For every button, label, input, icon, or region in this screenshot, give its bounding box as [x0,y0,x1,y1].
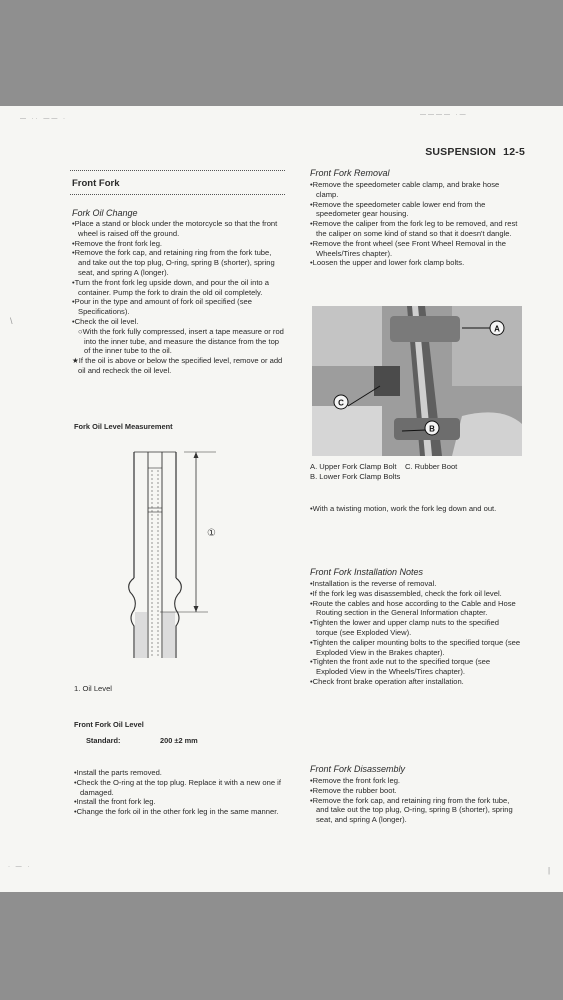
list-item: •Pour in the type and amount of fork oil specified (see Specifications). [72,297,252,317]
list-item: •Route the cables and hose according to the Cable and Hose Routing section in the General Information chapter. [310,598,516,618]
list-item: •Remove the caliper from the fork leg to be removed, and rest the caliper on some kind of stand so that it doesn't dangle. [310,219,518,238]
oil-change-steps [72,219,284,376]
list-item: •Remove the rubber boot. [310,785,397,795]
list-item: •Change the fork oil in the other fork leg in the same manner. [74,807,279,817]
removal-steps [310,180,522,268]
oil-level-spec-title: Front Fork Oil Level [74,720,144,729]
twist-step [310,504,522,514]
manual-page [0,106,563,892]
list-item: •Remove the speedometer cable lower end from the speedometer gear housing. [310,199,486,219]
fork-oil-level-diagram [104,442,232,666]
bottom-margin [0,892,563,1000]
oil-change-title: Fork Oil Change [72,208,138,218]
list-item: •Place a stand or block under the motorcycle so that the front wheel is raised off the ground. [72,219,278,238]
scan-specks: ———— ·— [420,112,468,118]
disassembly-title: Front Fork Disassembly [310,764,406,774]
callout-b: B [429,424,435,434]
list-item: •If the fork leg was disassembled, check the fork oil level. [310,588,502,598]
measurement-title: Fork Oil Level Measurement [74,422,173,431]
list-item: •Loosen the upper and lower fork clamp bolts. [310,258,465,268]
list-item: •Check front brake operation after installation. [310,676,464,686]
list-item: •Installation is the reverse of removal. [310,579,437,588]
scan-specks: | [548,866,553,875]
list-item: •Turn the front fork leg upside down, and pour the oil into a container. Pump the fork to drain the old oil completely. [72,277,269,297]
list-item: •Tighten the lower and upper clamp nuts to the specified torque (see Exploded View). [310,618,499,637]
front-fork-title: Front Fork [72,178,120,189]
list-item: •Remove the front wheel (see Front Wheel Removal in the Wheels/Tires chapter). [310,238,506,258]
installation-steps [310,579,522,687]
list-item: •Remove the fork cap, and retaining ring from the fork tube, and take out the top plug, O-ring, spring B (shorter), spring seat, and spring A (longer). [72,248,275,277]
divider-rule [70,194,285,195]
list-item: •Remove the front fork leg. [310,776,401,785]
photo-caption-line-2: B. Lower Fork Clamp Bolts [310,472,401,481]
scan-specks: \ [10,316,15,326]
divider-rule [70,170,285,171]
photo-caption-line-1: A. Upper Fork Clamp Bolt C. Rubber Boot [310,462,458,471]
list-item: •Tighten the front axle nut to the specified torque (see Exploded View in the Wheels/Tires chapter). [310,657,491,677]
section-title: SUSPENSION [425,146,497,158]
page-number: 12-5 [503,146,525,158]
callout-a: A [494,324,500,334]
diagram-caption: 1. Oil Level [74,684,112,693]
scan-specks: — ·· —— · [20,116,67,122]
installation-title: Front Fork Installation Notes [310,567,424,577]
removal-title: Front Fork Removal [310,168,390,178]
fork-clamp-photo [312,306,522,456]
list-item: •Tighten the caliper mounting bolts to the specified torque (see Exploded View in the Brakes chapter). [310,637,521,657]
page-header [425,146,525,158]
list-item: ★If the oil is above or below the specified level, remove or add oil and recheck the oil level. [72,356,283,375]
final-steps [74,768,286,817]
list-item: •Install the parts removed. [74,768,162,777]
list-item: •With a twisting motion, work the fork leg down and out. [310,504,497,513]
list-item: •Install the front fork leg. [74,797,156,807]
oil-level-marker: ① [207,528,216,539]
spec-value: 200 ±2 mm [160,736,198,745]
list-item: •Remove the front fork leg. [72,238,163,248]
list-item: •Remove the speedometer cable clamp, and brake hose clamp. [310,180,500,199]
list-item: •Remove the fork cap, and retaining ring from the fork tube, and take out the top plug, O-ring, spring B (shorter), spring seat, and spring A (longer). [310,795,513,825]
scan-specks: · — · [8,864,32,870]
list-item: •Check the oil level. [72,316,139,326]
disassembly-steps [310,776,522,825]
spec-label: Standard: [86,736,121,745]
top-margin [0,0,563,106]
list-item: ○With the fork fully compressed, insert a tape measure or rod into the inner tube, and measure the distance from the top of the inner tube to the oil. [78,326,284,356]
callout-c: C [338,398,344,408]
list-item: •Check the O-ring at the top plug. Replace it with a new one if damaged. [74,777,281,797]
